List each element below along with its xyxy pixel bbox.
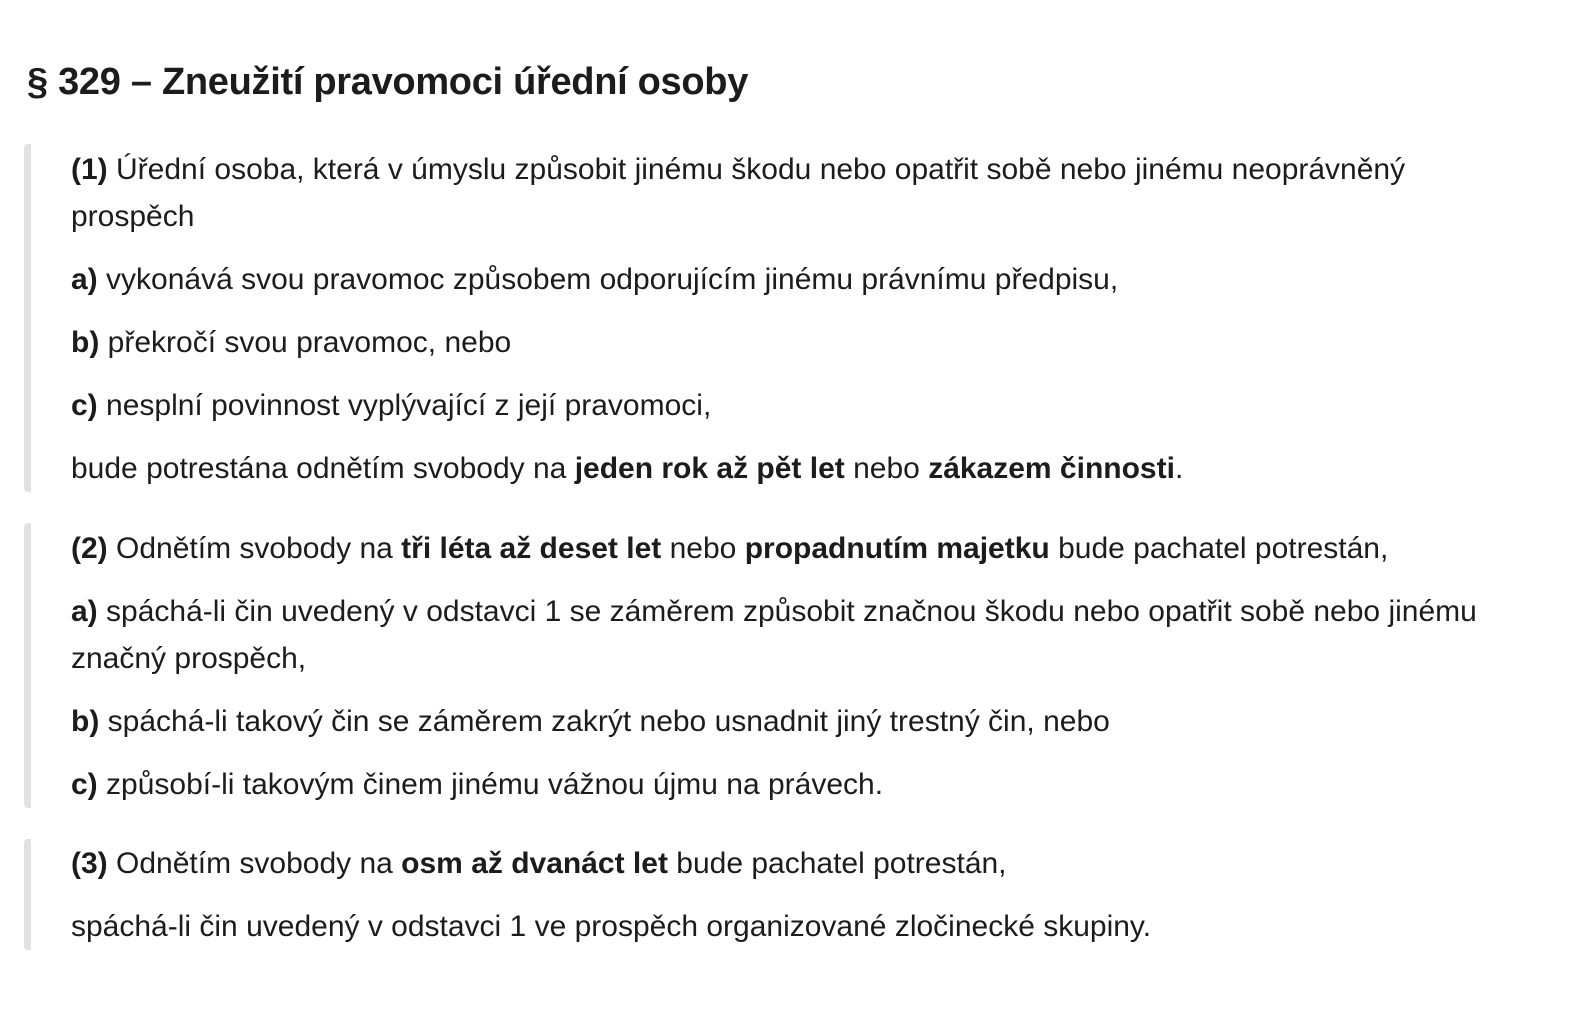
paragraph-2 bbox=[24, 523, 1544, 808]
emphasis-text: jeden rok až pět let bbox=[574, 452, 845, 485]
emphasis-text: tři léta až deset let bbox=[401, 532, 662, 565]
paragraph-3 bbox=[24, 839, 1544, 950]
paragraph-1-item-a: a) vykonává svou pravomoc způsobem odporujícím jinému právnímu předpisu, bbox=[71, 263, 1119, 296]
emphasis-text: a) bbox=[71, 595, 98, 628]
emphasis-text: (3) bbox=[71, 847, 108, 880]
paragraph-1 bbox=[24, 144, 1544, 492]
paragraph-1-item-b: b) překročí svou pravomoc, nebo bbox=[71, 326, 512, 359]
paragraph-2-item-a: a) spáchá-li čin uvedený v odstavci 1 se záměrem způsobit značnou škodu nebo opatřit sobě nebo jinému značný prospěch, bbox=[71, 595, 1477, 675]
paragraph-2-intro: (2) Odnětím svobody na tři léta až deset let nebo propadnutím majetku bude pachatel potrestán, bbox=[71, 532, 1389, 565]
paragraph-1-item-c: c) nesplní povinnost vyplývající z její pravomoci, bbox=[71, 389, 712, 422]
section-title: § 329 – Zneužití pravomoci úřední osoby bbox=[27, 61, 749, 103]
emphasis-text: a) bbox=[71, 263, 98, 296]
emphasis-text: b) bbox=[71, 326, 100, 359]
paragraph-3-intro: (3) Odnětím svobody na osm až dvanáct let bude pachatel potrestán, bbox=[71, 847, 1007, 880]
paragraph-2-item-c: c) způsobí-li takovým činem jinému vážnou újmu na právech. bbox=[71, 768, 884, 801]
emphasis-text: (1) bbox=[71, 153, 108, 186]
emphasis-text: propadnutím majetku bbox=[744, 532, 1050, 565]
emphasis-text: c) bbox=[71, 389, 98, 422]
emphasis-text: c) bbox=[71, 768, 98, 801]
emphasis-text: (2) bbox=[71, 532, 108, 565]
paragraph-1-intro: (1) Úřední osoba, která v úmyslu způsobit jinému škodu nebo opatřit sobě nebo jinému neoprávněný prospěch bbox=[71, 153, 1406, 233]
paragraph-2-item-b: b) spáchá-li takový čin se záměrem zakrýt nebo usnadnit jiný trestný čin, nebo bbox=[71, 705, 1110, 738]
paragraph-1-penalty: bude potrestána odnětím svobody na jeden rok až pět let nebo zákazem činnosti. bbox=[71, 452, 1184, 485]
emphasis-text: osm až dvanáct let bbox=[401, 847, 668, 880]
emphasis-text: zákazem činnosti bbox=[928, 452, 1175, 485]
paragraph-3-condition: spáchá-li čin uvedený v odstavci 1 ve prospěch organizované zločinecké skupiny. bbox=[71, 910, 1152, 943]
emphasis-text: b) bbox=[71, 705, 100, 738]
